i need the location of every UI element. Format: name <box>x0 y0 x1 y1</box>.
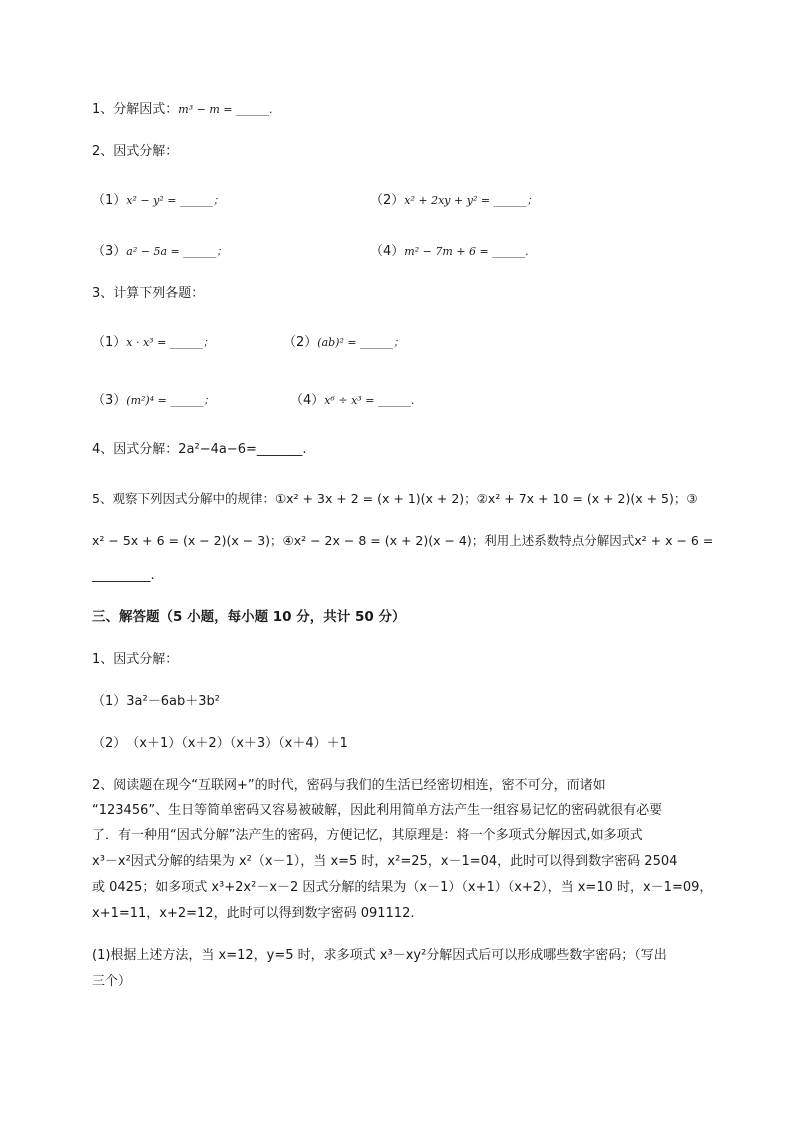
q2-item-1 <box>92 191 224 211</box>
item-number: （4） <box>370 244 405 259</box>
math-expression: x² − y² = ______； <box>126 194 224 207</box>
question-3 <box>92 284 204 304</box>
q3-item-1 <box>92 333 214 353</box>
item-number: （1） <box>92 193 127 208</box>
item-number: （2） <box>283 335 318 350</box>
item-number: （2） <box>370 193 405 208</box>
question-5-line-3: _________. <box>92 568 155 583</box>
solve-question-2-line-6: x+1=11，x+2=12，此时可以得到数字密码 091112. <box>92 906 415 921</box>
solve-question-2-line-3: 了．有一种用“因式分解”法产生的密码，方便记忆，其原理是：将一个多项式分解因式,如多项式 <box>92 828 643 843</box>
item-number: （3） <box>92 244 127 259</box>
question-5-line-2: x² − 5x + 6 = (x − 2)(x − 3)；④x² − 2x − 8 = (x + 2)(x − 4)；利用上述系数特点分解因式x² + x − 6 = <box>92 533 714 548</box>
item-number: （4） <box>290 393 325 408</box>
q3-item-4 <box>290 391 414 411</box>
q3-item-2 <box>283 333 404 353</box>
solve-question-2-line-4: x³－x²因式分解的结果为 x²（x－1），当 x=5 时，x²=25，x－1=04，此时可以得到数字密码 2504 <box>92 854 678 869</box>
math-expression: m² − 7m + 6 = ______. <box>404 245 529 258</box>
question-label: 计算下列各题： <box>113 286 205 301</box>
math-expression: a² − 5a = ______； <box>126 245 228 258</box>
math-expression: x⁶ ÷ x³ = ______. <box>324 394 415 407</box>
solve-question-2-sub-1-line-2: 三个） <box>92 974 132 989</box>
solve-question-2-line-5: 或 0425；如多项式 x³+2x²－x－2 因式分解的结果为（x－1）（x+1）（x+2），当 x=10 时，x－1=09， <box>92 880 713 895</box>
question-number: 3、 <box>92 286 114 301</box>
question-label: 因式分解： <box>113 144 179 159</box>
question-2 <box>92 142 178 162</box>
item-number: （3） <box>92 393 127 408</box>
item-number: （1） <box>92 335 127 350</box>
solve-question-2-line-1: 2、阅读题在现今“互联网+”的时代，密码与我们的生活已经密切相连，密不可分，而诸如 <box>92 778 606 793</box>
q3-item-3 <box>92 391 214 411</box>
question-1 <box>92 100 272 120</box>
q2-item-3 <box>92 242 227 262</box>
math-expression: (ab)² = ______； <box>317 336 405 349</box>
q2-item-2 <box>370 191 538 211</box>
solve-question-1-part-1: （1）3a²－6ab＋3b² <box>92 694 220 709</box>
math-expression: x · x³ = ______； <box>126 336 214 349</box>
math-expression: (m²)⁴ = ______； <box>126 394 215 407</box>
solve-question-1-part-2: （2） （x＋1）（x＋2）（x＋3）（x＋4）＋1 <box>92 736 348 751</box>
question-number: 2、 <box>92 144 114 159</box>
solve-question-1-title: 1、因式分解： <box>92 652 179 667</box>
solve-question-2-sub-1-line-1: (1)根据上述方法，当 x=12，y=5 时，求多项式 x³－xy²分解因式后可以形成哪些数字密码；（写出 <box>92 948 667 963</box>
question-5-line-1: 5、观察下列因式分解中的规律：①x² + 3x + 2 = (x + 1)(x + 2)；②x² + 7x + 10 = (x + 2)(x + 5)；③ <box>92 491 698 506</box>
solve-question-2-line-2: “123456”、生日等简单密码又容易被破解，因此利用简单方法产生一组容易记忆的密码就很有必要 <box>92 803 663 818</box>
q2-item-4 <box>370 242 529 262</box>
question-4: 4、因式分解：2a²−4a−6=_______. <box>92 442 307 457</box>
section-heading: 三、解答题（5 小题，每小题 10 分，共计 50 分） <box>92 609 406 625</box>
question-label: 分解因式： <box>113 102 179 117</box>
math-expression: m³ − m = ______. <box>178 103 273 116</box>
question-number: 1、 <box>92 102 114 117</box>
math-expression: x² + 2xy + y² = ______； <box>404 194 538 207</box>
